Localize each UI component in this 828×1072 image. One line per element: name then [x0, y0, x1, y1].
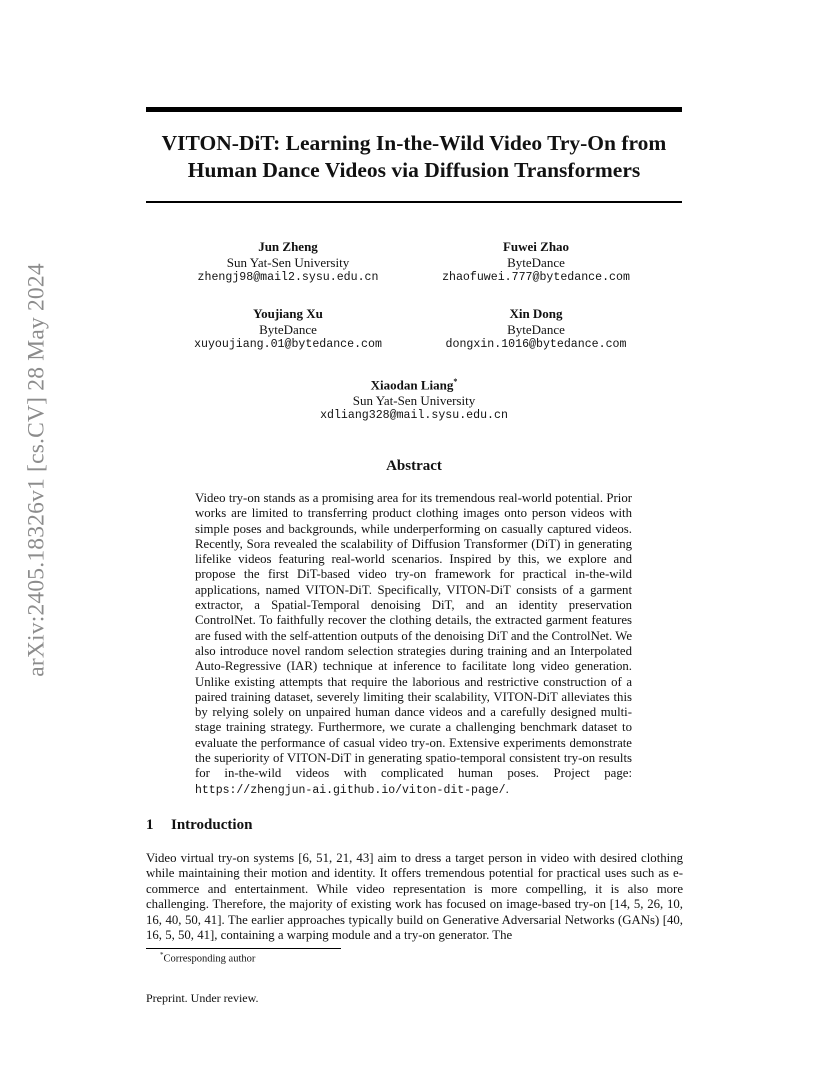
- footnote-text: Corresponding author: [163, 953, 256, 965]
- project-page-link[interactable]: https://zhengjun-ai.github.io/viton-dit-page/: [195, 783, 506, 797]
- author-block: [406, 239, 666, 286]
- footnote-rule: [146, 948, 341, 949]
- author-name: [284, 374, 544, 393]
- title-bottom-rule: [146, 201, 682, 203]
- page-footer: Preprint. Under review.: [146, 991, 259, 1005]
- author-name: Xin Dong: [509, 306, 563, 321]
- arxiv-identifier: arXiv:2405.18326v1 [cs.CV] 28 May 2024: [23, 263, 50, 677]
- author-affiliation: Sun Yat-Sen University: [226, 254, 350, 270]
- author-email: dongxin.1016@bytedance.com: [445, 338, 627, 351]
- author-affiliation: ByteDance: [259, 321, 317, 337]
- author-affiliation: ByteDance: [507, 321, 565, 337]
- corresponding-mark: *: [453, 377, 458, 386]
- footnote: [160, 951, 255, 965]
- abstract-body: Video try-on stands as a promising area for its tremendous real-world potential. Prior works are limited to transferring product clothing images onto person videos with simple poses and backgrounds, while underperforming on casually captured videos. Recently, Sora revealed the scalability of Diffusion Transformer (DiT) in generating lifelike videos featuring real-world scenarios. Inspired by this, we explore and propose the first DiT-based video try-on framework for practical in-the-wild applications, named VITON-DiT. Specifically, VITON-DiT consists of a garment extractor, a Spatial-Temporal denoising DiT, and an identity preservation ControlNet. To faithfully recover the clothing details, the extracted garment features are fused with the self-attention outputs of the denoising DiT and the ControlNet. We also introduce novel random selection strategies during training and an Interpolated Auto-Regressive (IAR) technique at inference to facilitate long video generation. Unlike existing attempts that require the laborious and restrictive construction of a paired training dataset, severely limiting their scalability, VITON-DiT alleviates this by relying solely on unpaired human dance videos and a carefully designed multi-stage training strategy. Furthermore, we curate a challenging benchmark dataset to evaluate the performance of casual video try-on. Extensive experiments demonstrate the superiority of VITON-DiT in generating spatio-temporal consistent try-on results for in-the-wild videos with complicated human poses. Project page: https://zhengjun-ai.github.io/viton-dit-page/.: [195, 491, 633, 797]
- author-name-text: Xiaodan Liang: [370, 377, 454, 393]
- project-page-label: Project page:: [553, 766, 633, 781]
- arxiv-side-stamp: [17, 263, 57, 677]
- title-top-rule: [146, 107, 682, 112]
- author-block: [158, 239, 418, 286]
- footnote-mark: *: [160, 951, 164, 959]
- author-email: zhaofuwei.777@bytedance.com: [442, 271, 630, 284]
- section-heading: [146, 817, 252, 834]
- author-block: [284, 374, 544, 424]
- paper-title: [146, 130, 682, 184]
- author-affiliation: ByteDance: [507, 254, 565, 270]
- author-block: [158, 306, 418, 353]
- abstract-heading: Abstract: [386, 458, 442, 474]
- author-email: xuyoujiang.01@bytedance.com: [194, 338, 382, 351]
- author-affiliation: Sun Yat-Sen University: [352, 392, 476, 408]
- abstract-text: Video try-on stands as a promising area for its tremendous real-world potential. Prior works are limited to transferring product clothing images onto person videos with simple poses and backgrounds, while underperforming on casually captured videos. Recently, Sora revealed the scalability of Diffusion Transformer (DiT) in generating lifelike videos featuring real-world scenarios. Inspired by this, we explore and propose the first DiT-based video try-on framework for practical in-the-wild applications, named VITON-DiT. Specifically, VITON-DiT consists of a garment extractor, a Spatial-Temporal denoising DiT, and an identity preservation ControlNet. To faithfully recover the clothing details, the extracted garment features are fused with the self-attention outputs of the denoising DiT and the ControlNet. We also introduce novel random selection strategies during training and an Interpolated Auto-Regressive (IAR) technique at inference to facilitate long video generation. Unlike existing attempts that require the laborious and restrictive construction of a paired training dataset, severely limiting their scalability, VITON-DiT alleviates this by relying solely on unpaired human dance videos and a carefully designed multi-stage training strategy. Furthermore, we curate a challenging benchmark dataset to evaluate the performance of casual video try-on. Extensive experiments demonstrate the superiority of VITON-DiT in generating spatio-temporal consistent try-on results for in-the-wild videos with complicated human poses.: [195, 491, 632, 781]
- author-name: Jun Zheng: [258, 239, 318, 254]
- author-name: Youjiang Xu: [253, 306, 323, 321]
- title-line-1: VITON-DiT: Learning In-the-Wild Video Try-On from: [161, 131, 667, 155]
- author-email: zhengj98@mail2.sysu.edu.cn: [197, 271, 379, 284]
- author-name: Fuwei Zhao: [502, 239, 570, 254]
- intro-paragraph: Video virtual try-on systems [6, 51, 21, 43] aim to dress a target person in video with desired clothing while maintaining their motion and identity. It offers tremendous potential for practical uses such as e-commerce and entertainment. While video representation is more compelling, it is also more challenging. Therefore, the majority of existing work has focused on image-based try-on [14, 5, 26, 10, 16, 40, 50, 41]. The earlier approaches typically build on Generative Adversarial Networks (GANs) [40, 16, 5, 50, 41], containing a warping module and a try-on generator. The: [146, 851, 683, 943]
- section-title: Introduction: [171, 817, 253, 833]
- author-email: xdliang328@mail.sysu.edu.cn: [320, 409, 508, 423]
- author-block: [406, 306, 666, 353]
- title-line-2: Human Dance Videos via Diffusion Transformers: [187, 158, 641, 182]
- section-number: 1: [146, 817, 154, 833]
